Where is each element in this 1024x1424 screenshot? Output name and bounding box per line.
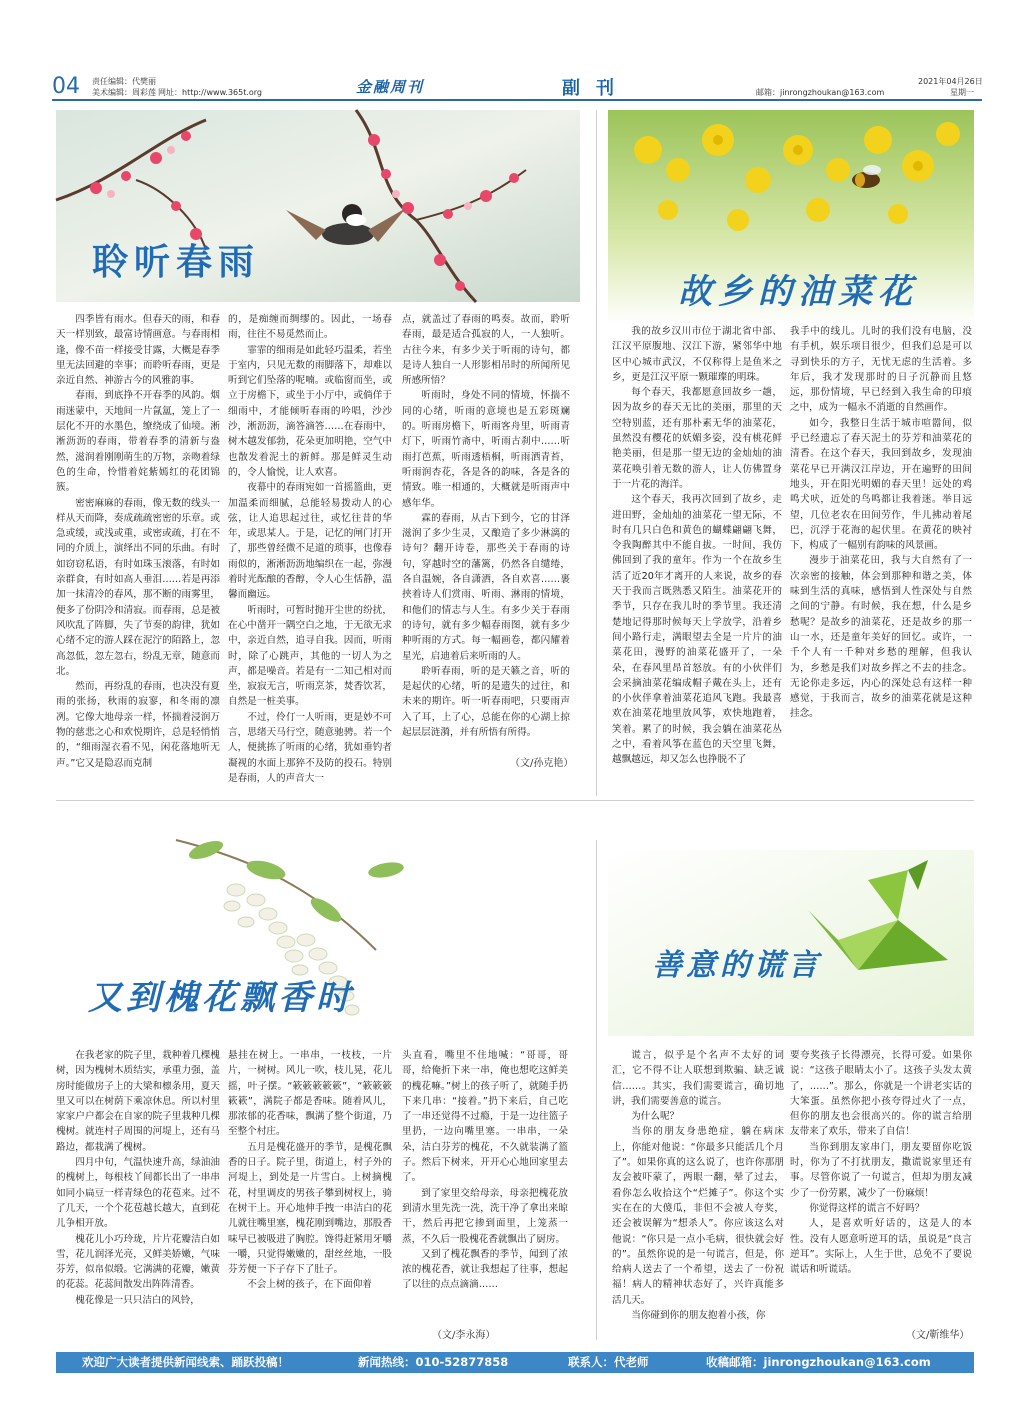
paragraph: 在我老家的院子里，栽种着几棵槐树，因为槐树木质结实，承重力强，盖房时能做房子上的大梁和檩条用，夏天里又可以在树荫下乘凉休息。所以村里家家户户都会在自家的院子里栽种几棵槐树。就连村子周围的河堤上，还有马路边，都栽满了槐树。 xyxy=(56,1050,220,1153)
paragraph: 霏霏的细雨是如此轻巧温柔，若坐于室内，只见无数的雨脚落下，却难以听到它们坠落的呢喃。或临窗而坐，或立于房檐下，或坐于小厅中，或倘佯于细雨中，才能倾听春雨的吟唱，沙沙沙，淅沥沥，滴答滴答……在春雨中，树木越发郁勃，花朵更加明艳，空气中也散发着泥土的新鲜。那是鲜灵生动的，令人愉悦，让人欢喜。 xyxy=(228,344,392,478)
paragraph: 我手中的线儿。儿时的我们没有电脑，没有手机，娱乐项目很少，但我们总是可以寻到快乐的方子，无忧无虑的生活着。多年后，我才发现那时的日子沉静而且悠远，那份情境，早已经到入我生命的印痕之中，成为一幅永不消逝的自然画作。 xyxy=(790,326,972,414)
section-name: 副刊 xyxy=(562,78,630,99)
horizontal-divider xyxy=(56,800,974,801)
byline-spring-rain: （文/孙克艳） xyxy=(510,758,574,769)
paragraph: 不过，伶仃一人听雨，更是妙不可言，思绪天马行空，随意驰骋。若一个人，便挑拣了听雨的心绪，犹如垂钓者凝视的水面上那猝不及防的投石。特别是春雨，人的声音大一 xyxy=(228,711,392,784)
paragraph: 听雨时，身处不同的情境，怀揣不同的心绪，听雨的意境也是五彩斑斓的。听雨房檐下，听雨客舟里，听雨青灯下，听雨竹斋中，听雨古刹中……听雨打芭蕉，听雨透梧桐，听雨洒青苔，听雨润杏花，各是各的韵味，各是各的情致。唯一相通的，大概就是听雨声中感年华。 xyxy=(402,390,570,509)
paragraph: 槐花儿小巧玲珑，片片花瓣洁白如雪，花儿润泽光亮，又鲜美娇嫩，气味芬芳，似帛似缎。它满满的花瓣，嫩黄的花蕊。花蕊间散发出阵阵清香。 xyxy=(56,1233,220,1291)
footer-welcome: 欢迎广大读者提供新闻线索、踊跃投稿！ xyxy=(82,1355,289,1369)
column-divider xyxy=(596,110,597,796)
paragraph: 要夸奖孩子长得漂亮，长得可爱。如果你说：“这孩子眼睛太小了。这孩子头发太黄了，……”。那么，你就是一个讲老实话的大笨蛋。虽然你把小孩夸得过火了一点，但你的朋友也会很高兴的。你的谎言给朋友带来了欢乐，带来了自信！ xyxy=(790,1050,972,1138)
paragraph: 每个春天，我都愿意回故乡一趟，因为故乡的春天无比的美丽，那里的天空特别蓝，还有那朴素无华的油菜花，虽然没有樱花的妖媚多姿，没有桃花鲜艳美丽，但是那一望无边的金灿灿的油菜花唤引着无数的游人，让人仿佛置身于一片花的海洋。 xyxy=(612,387,782,490)
paragraph: 聆听春雨，听的是天籁之音，听的是起伏的心绪，听的是遗失的过往，和未来的期许。听一听春雨吧，只要雨声入了耳，上了心，总能在你的心湖上掠起层层涟漪，并有所悟有所得。 xyxy=(402,665,570,739)
header-email[interactable]: 邮箱：jinrongzhoukan@163.com xyxy=(756,88,885,97)
article-white-lie-col-1 xyxy=(612,1048,784,1344)
paragraph: 点，就盖过了春雨的鸣奏。故而，聆听春雨，最是适合孤寂的人，一人独听。古往今来，有多少关于听雨的诗句，都是诗人独自一人形影相吊时的所闻所见所感所悟？ xyxy=(402,314,570,387)
art-editor: 美术编辑：周彩莲 xyxy=(92,88,156,97)
article-spring-rain-col-2 xyxy=(228,312,392,860)
paragraph: 悬挂在树上。一串串，一枝枝，一片片，一树树。风儿一吹，枝儿晃，花儿摇，叶子摆。“簌簌簌簌簌”，“簌簌簌簌簌”，满院子都是香味。随着风儿，那浓郁的花香味，飘满了整个街道，乃至整个村庄。 xyxy=(228,1050,392,1138)
paragraph: 这个春天，我再次回到了故乡，走进田野，金灿灿的油菜花一望无际，不时有几只白色和黄色的蝴蝶翩翩飞舞，令我陶醉其中不能自拔。一时间，我仿佛回到了我的童年。作为一个在故乡生活了近20年才离开的人来说，故乡的春天于我而言既熟悉又陌生。油菜花开的季节，只存在我儿时的季节里。我还清楚地记得那时候每天上学放学，沿着乡间小路行走，满眼望去全是一片片的油菜花田，漫野的油菜花盛开了，一朵朵，在春风里昂首怒放。有的小伙伴们会采摘油菜花编成帽子戴在头上，还有的小伙伴拿着油菜花追风飞跑。我最喜欢在油菜花地里放风筝，欢快地跑着，笑着。累了的时候，我会躺在油菜花丛之中，看着风筝在蓝色的天空里飞舞，越飘越远，却又怎么也挣脱不了 xyxy=(612,494,782,766)
article-title-white-lie: 善意的谎言 xyxy=(652,948,822,983)
footer-contact: 联系人：代老师 xyxy=(568,1355,649,1369)
footer-mailbox[interactable]: 收稿邮箱：jinrongzhoukan@163.com xyxy=(706,1355,931,1369)
article-title-rapeseed: 故乡的油菜花 xyxy=(678,272,918,312)
paragraph: 我的故乡汉川市位于湖北省中部、江汉平原腹地、汉江下游，紧邻华中地区中心城市武汉，不仅称得上是鱼米之乡，更是江汉平原一颗璀璨的明珠。 xyxy=(612,326,782,383)
paragraph: 春雨，到底挣不开春季的风韵。烟雨迷蒙中，天地间一片氤氲，笼上了一层化不开的水墨色，缭绕成了仙境。淅淅沥沥的春雨，带着春季的清新与盎然，滋润着刚刚萌生的万物，亲吻着绿色的生命，怜惜着姹紫嫣红的花团锦簇。 xyxy=(56,390,220,494)
paragraph: 头直看，嘴里不住地喊：“哥哥，哥哥，给俺折下来一串，俺也想吃这鲜美的槐花嘛。”树上的孩子听了，就随手扔下来几串：“接着。”扔下来后，自己吃了一串还觉得不过瘾，于是一边往篮子里扔，一边向嘴里塞。一串串，一朵朵，洁白芬芳的槐花，不久就装满了篮子。然后下树来，开开心心地回家里去了。 xyxy=(402,1050,568,1184)
editor-in-charge: 责任编辑：代樊丽 xyxy=(92,77,156,86)
footer-hotline: 新闻热线：010-52877858 xyxy=(358,1355,509,1369)
paragraph: 又到了槐花飘香的季节，闻到了浓浓的槐花香，就让我想起了往事，想起了以往的点点滴滴…… xyxy=(402,1248,568,1291)
footer-bar xyxy=(56,1352,974,1373)
paragraph: 到了家里交给母亲，母亲把槐花放到清水里先洗一洗，洗干净了拿出来晾干，然后再把它掺到面里，上笼蒸一蒸，不久后一股槐花香就飘出了厨房。 xyxy=(402,1187,568,1245)
paragraph: 听雨时，可暂时抛开尘世的纷扰，在心中凿开一隅空白之地，于无欲无求中，亲近自然，追寻自我。因而，听雨时，除了心跳声，其他的一切人为之声，都是噪音。若是有一二知己相对而坐，寂寂无言，听雨烹茶，焚香饮茗，自然是一桩美事。 xyxy=(228,604,392,708)
paragraph: 当你碰到你的朋友抱着小孩，你 xyxy=(631,1310,766,1322)
header-rule xyxy=(52,99,982,101)
issue-date: 2021年04月26日 xyxy=(918,77,983,86)
article-locust-col-1 xyxy=(56,1048,220,1344)
article-locust-col-2 xyxy=(228,1048,392,1344)
paragraph: 五月是槐花盛开的季节，是槐花飘香的日子。院子里，街道上，村子外的河堤上，到处是一片雪白。上树摘槐花，村里调皮的男孩子攀到树杈上，骑在树干上。开心地伸手拽一串洁白的花儿就往嘴里塞，槐花刚到嘴边，那股香味早已被吸进了胸腔。馋得赶紧用牙嚼一嚼，只觉得嫩嫩的，甜丝丝地，一股芬芳便一下子存下了肚子。 xyxy=(228,1141,392,1276)
paragraph: 谎言，似乎是个名声不太好的词汇，它不得不让人联想到欺骗、缺乏诚信……。其实，我们需要谎言，确切地讲，我们需要善意的谎言。 xyxy=(612,1050,784,1107)
paragraph: 不会上树的孩子，在下面仰着 xyxy=(247,1279,372,1291)
page-number: 04 xyxy=(52,74,80,99)
paragraph: 夜幕中的春雨宛如一首摇篮曲，更加温柔而细腻，总能轻易拨动人的心弦，让人追思起过往，或忆往昔的华年，或思某人。于是，记忆的闸门打开了，那些曾经微不足道的琐事，也像春雨似的，淅淅沥沥地编织在一起，弥漫着时光酝酿的香醇，令人心生恬静，温馨而幽远。 xyxy=(228,482,392,601)
paragraph: 当你到朋友家串门，朋友要留你吃饭时，你为了不打扰朋友，撒谎说家里还有事。尽管你说了一句谎言，但却为朋友减少了一份劳累，减少了一份麻烦！ xyxy=(790,1141,972,1199)
paragraph: 密密麻麻的春雨，像无数的线头一样从天而降，奏成疏疏密密的乐章。或急或缓，或浅或重，或密或疏，打在不同的介质上，演绎出不同的乐曲。有时如窃窃私语，有时如珠玉滚落，有时如亲群食，有时如高人垂泪……若是再添加一抹清冷的春风，那不断的雨雾里，便多了份阴冷和清寂。而春雨，总是被风吹乱了阵脚，失了节奏的韵律，犹如心绪不定的游人踩在泥泞的陌路上，忽高忽低，忽左忽右，纷乱无章，随意而北。 xyxy=(56,497,220,677)
paragraph: 人，是喜欢听好话的，这是人的本性。没有人愿意听逆耳的话，虽说是“良言逆耳”。实际上，人生于世，总免不了要说谎话和听谎话。 xyxy=(790,1218,972,1276)
paragraph: 当你的朋友身患绝症，躺在病床上，你能对他说：“你最多只能活几个月了”。如果你真的这么说了，也许你那朋友会被吓蒙了，两眼一翻，晕了过去，看你怎么收拾这个“烂摊子”。你这个实实在在的大傻瓜，非但不会被人夸奖，还会被误解为“想杀人”。你应该这么对他说：“你只是一点小毛病，很快就会好的”。虽然你说的是一句谎言，但是，你给病人送去了一个希望，送去了一份祝福！病人的精神状态好了，兴许真能多活几天。 xyxy=(612,1126,784,1306)
byline-white-lie: （文/靳维华） xyxy=(906,1330,970,1341)
paragraph: 为什么呢？ xyxy=(631,1111,680,1123)
newspaper-name: 金融周刊 xyxy=(356,78,425,96)
article-rapeseed-col-2 xyxy=(790,324,972,790)
article-title-locust-flower: 又到槐花飘香时 xyxy=(88,978,354,1018)
paragraph: 四季皆有雨水。但春天的雨，和春天一样别致，最富诗情画意。与春雨相逢，像不苗一样接受甘露，大概是春季里无法回避的幸事；而聆听春雨，更是亲近自然、神游古今的风雅韵事。 xyxy=(56,314,220,387)
article-white-lie-col-2 xyxy=(790,1048,972,1324)
article-rapeseed-col-1 xyxy=(612,324,782,790)
website-url[interactable]: 网址：http://www.365t.org xyxy=(158,88,263,97)
paragraph: 的，是痴缠而绸缪的。因此，一场春雨，往往不易觅然而止。 xyxy=(228,314,392,341)
paragraph: 漫步于油菜花田，我与大自然有了一次亲密的接触，体会到那种和谐之美，体味到生活的真味，感悟到人性深处与自然之间的宁静。有时候，我在想，什么是乡愁呢？是故乡的油菜花，还是故乡的那一山一水，还是童年美好的回忆。或许，一千个人有一千种对乡愁的理解，但我认为，乡愁是我们对故乡挥之不去的挂念。无论你走多远，内心的深处总有这样一种感觉，于我而言，故乡的油菜花就是这种挂念。 xyxy=(790,555,972,720)
article-locust-col-3 xyxy=(402,1048,568,1324)
paragraph: 如今，我整日生活于城市喧嚣间，似乎已经遗忘了春天泥土的芬芳和油菜花的清香。在这个春天，我回到故乡，发现油菜花早已开满汉江岸边，开在遍野的田间地头，开在阳光明媚的春天里！远处的鸡鸣犬吠，近处的鸟鸣都让我着迷。举目远望，几位老农在田间劳作，牛儿拂动着尾巴，沉浮于花海的起伏里。在黄花的映衬下，构成了一幅别有韵味的风景画。 xyxy=(790,417,972,552)
paragraph: 槐花像是一只只洁白的风铃， xyxy=(75,1294,200,1306)
byline-locust-flower: （文/李永海） xyxy=(432,1330,496,1341)
paragraph: 你觉得这样的谎言不好吗？ xyxy=(809,1202,925,1214)
paragraph: 霖的春雨，从古下到今，它的甘泽滋润了多少生灵，又酿造了多少淋漓的诗句？翻开诗卷，那些关于春雨的诗句，穿越时空的藩篱，仍然各自缱绻，各自温婉，各自潇洒，各自欢喜……裹挟着诗人们赏雨、听雨、淋雨的情境，和他们的情志与人生。有多少关于春雨的诗句，就有多少幅春雨图，就有多少种听雨的方式。每一幅画卷，都闪耀着星光，启迪着后来听雨的人。 xyxy=(402,512,570,662)
paragraph: 四月中旬，气温快速升高，绿油油的槐树上，每根枝丫间都长出了一串串如同小扁豆一样青绿色的花苞来。过不了几天，一个个花苞越长越大，直到花儿争相开放。 xyxy=(56,1157,220,1230)
article-spring-rain-col-1 xyxy=(56,312,220,860)
paragraph: 然而，再纷乱的春雨，也决没有夏雨的张扬，秋雨的寂寥，和冬雨的凛冽。它像大地母亲一样，怀揣着浸润万物的慈悲之心和欢悦期许，总是轻悄悄的，“细雨湿衣看不见，闲花落地听无声。”它又是隐忍而克制 xyxy=(56,681,220,769)
article-title-spring-rain: 聆听春雨 xyxy=(92,241,261,283)
column-divider xyxy=(596,840,597,1340)
article-spring-rain-col-3 xyxy=(402,312,570,739)
issue-weekday: 星期一 xyxy=(950,88,974,97)
